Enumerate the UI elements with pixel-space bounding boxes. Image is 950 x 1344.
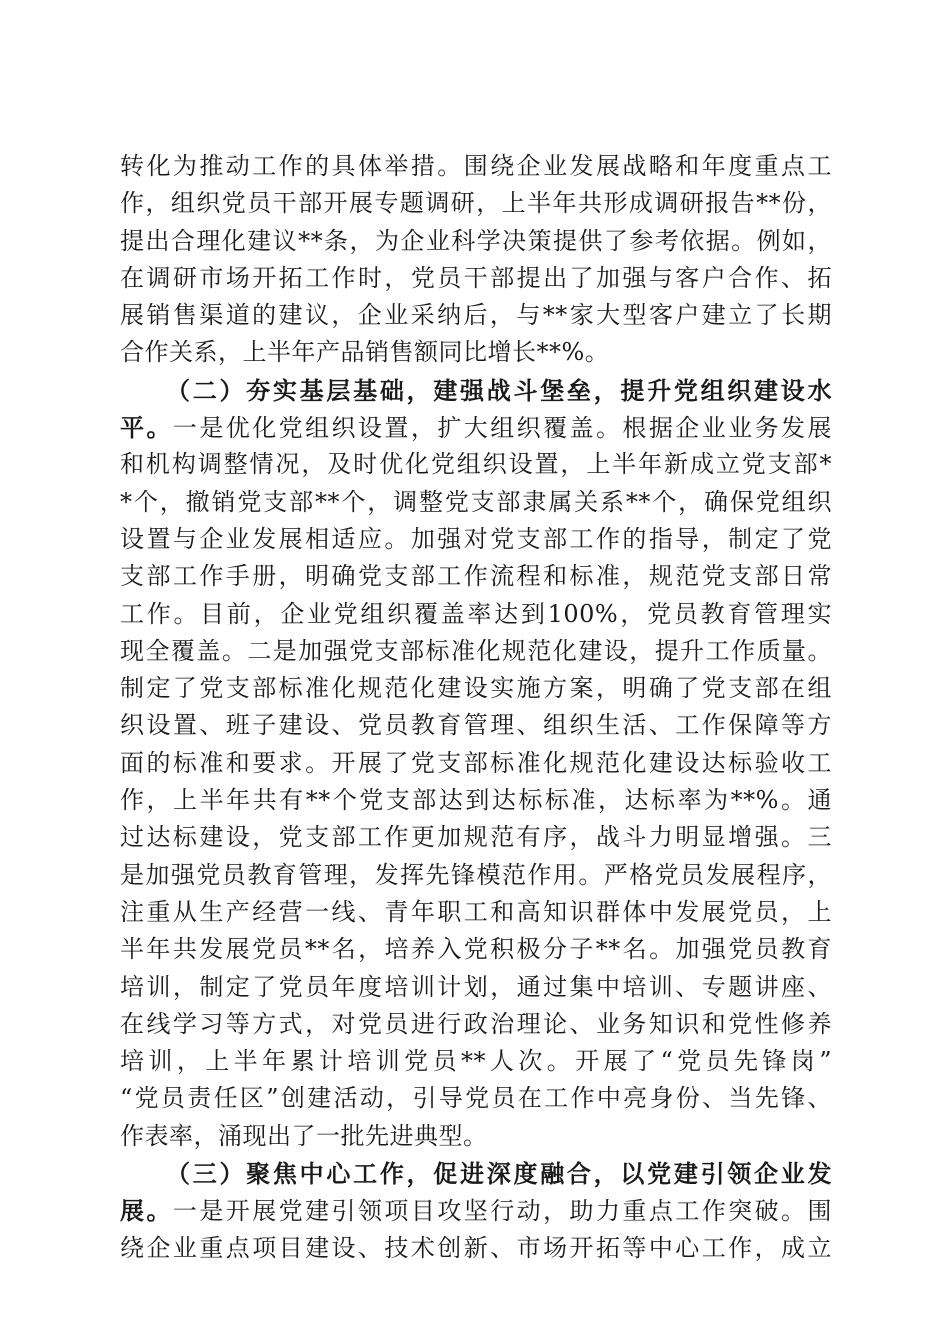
- paragraph-line: 设置与企业发展相适应。加强对党支部工作的指导，制定了党: [120, 524, 832, 553]
- paragraph-line: 绕企业重点项目建设、技术创新、市场开拓等中心工作，成立: [120, 1233, 832, 1262]
- section-heading-2: （二）夯实基层基础，建强战斗堡垒，提升党组织建设水: [166, 375, 832, 405]
- paragraph-line: 现全覆盖。二是加强党支部标准化规范化建设，提升工作质量。: [120, 636, 832, 665]
- paragraph-line: 培训，上半年累计培训党员**人次。开展了“党员先锋岗”: [120, 1047, 832, 1076]
- paragraph-text: 一是开展党建引领项目攻坚行动，助力重点工作突破。围: [172, 1197, 833, 1226]
- paragraph-line: [120, 1192, 832, 1229]
- paragraph-line: 在线学习等方式，对党员进行政治理论、业务知识和党性修养: [120, 1009, 832, 1038]
- paragraph-line: 在调研市场开拓工作时，党员干部提出了加强与客户合作、拓: [120, 263, 832, 292]
- paragraph-line: 合作关系，上半年产品销售额同比增长**%。: [120, 338, 610, 367]
- paragraph-line: 支部工作手册，明确党支部工作流程和标准，规范党支部日常: [120, 562, 832, 591]
- paragraph-line: 转化为推动工作的具体举措。围绕企业发展战略和年度重点工: [120, 152, 832, 180]
- section-heading-2-end: 平。: [120, 413, 173, 443]
- paragraph-line: 作，组织党员干部开展专题调研，上半年共形成调研报告**份，: [120, 189, 832, 218]
- paragraph-line: 面的标准和要求。开展了党支部标准化规范化建设达标验收工: [120, 748, 832, 777]
- paragraph-line: 半年共发展党员**名，培养入党积极分子**名。加强党员教育: [120, 935, 832, 964]
- paragraph-line: 制定了党支部标准化规范化建设实施方案，明确了党支部在组: [120, 674, 832, 703]
- paragraph-line: 展销售渠道的建议，企业采纳后，与**家大型客户建立了长期: [120, 301, 832, 330]
- paragraph-text: 一是优化党组织设置，扩大组织覆盖。根据企业业务发展: [172, 414, 833, 443]
- paragraph-line: “党员责任区”创建活动，引导党员在工作中亮身份、当先锋、: [120, 1084, 832, 1113]
- paragraph-line: 是加强党员教育管理，发挥先锋模范作用。严格党员发展程序，: [120, 860, 832, 889]
- paragraph-line: 作表率，涌现出了一批先进典型。: [120, 1121, 488, 1150]
- paragraph-line: 工作。目前，企业党组织覆盖率达到100%，党员教育管理实: [120, 599, 832, 628]
- section-heading-3-end: 展。: [120, 1196, 173, 1226]
- paragraph-line: 提出合理化建议**条，为企业科学决策提供了参考依据。例如，: [120, 226, 832, 255]
- paragraph-line: *个，撤销党支部**个，调整党支部隶属关系**个，确保党组织: [120, 487, 832, 516]
- document-body: [120, 148, 832, 1267]
- paragraph-line: 作，上半年共有**个党支部达到达标标准，达标率为**%。通: [120, 786, 832, 815]
- paragraph-line: 培训，制定了党员年度培训计划，通过集中培训、专题讲座、: [120, 972, 832, 1001]
- section-heading-3: （三）聚焦中心工作，促进深度融合，以党建引领企业发: [166, 1159, 832, 1189]
- paragraph-line: 织设置、班子建设、党员教育管理、组织生活、工作保障等方: [120, 711, 832, 740]
- paragraph-line: [120, 409, 832, 446]
- paragraph-line: 和机构调整情况，及时优化党组织设置，上半年新成立党支部*: [120, 450, 832, 479]
- paragraph-line: 过达标建设，党支部工作更加规范有序，战斗力明显增强。三: [120, 823, 832, 852]
- paragraph-line: 注重从生产经营一线、青年职工和高知识群体中发展党员，上: [120, 897, 832, 926]
